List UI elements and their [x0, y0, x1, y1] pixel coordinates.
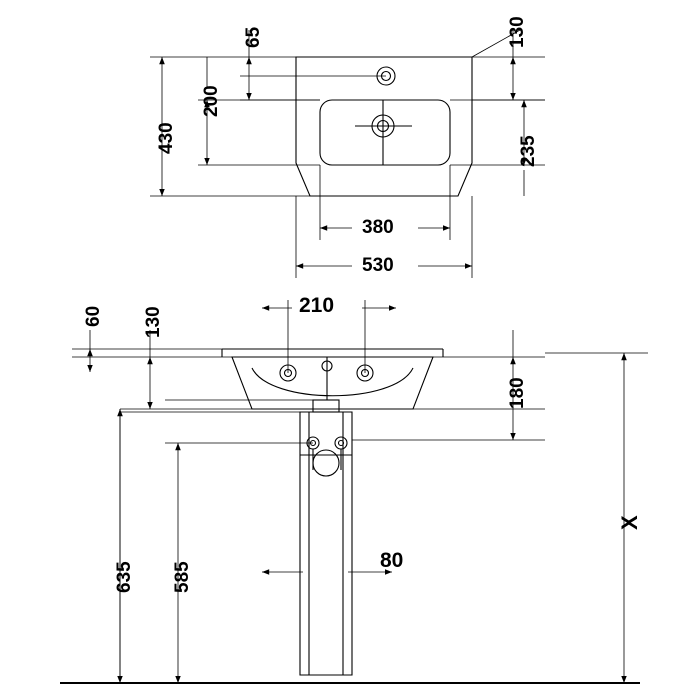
dimension-label-530: 530	[362, 255, 394, 276]
dimension-label-235: 235	[518, 135, 539, 167]
dimension-label-430: 430	[156, 122, 177, 154]
dimension-label-585: 585	[172, 561, 193, 593]
dimension-label-60: 60	[83, 305, 104, 327]
dimension-label-200: 200	[201, 85, 222, 117]
dimension-label-130-top: 130	[507, 16, 528, 48]
dimension-label-65: 65	[243, 26, 264, 48]
dimension-label-635: 635	[114, 561, 135, 593]
dimension-label-130-front: 130	[143, 306, 164, 338]
top-view-dimension-lines	[150, 28, 545, 278]
dimension-label-x: X	[617, 515, 642, 530]
dimension-label-210: 210	[299, 294, 335, 317]
dimension-label-180: 180	[507, 377, 528, 409]
dimension-label-80: 80	[380, 549, 404, 572]
top-view-outline	[296, 57, 472, 196]
front-view-outline	[60, 349, 640, 683]
dimension-label-380: 380	[362, 217, 394, 238]
